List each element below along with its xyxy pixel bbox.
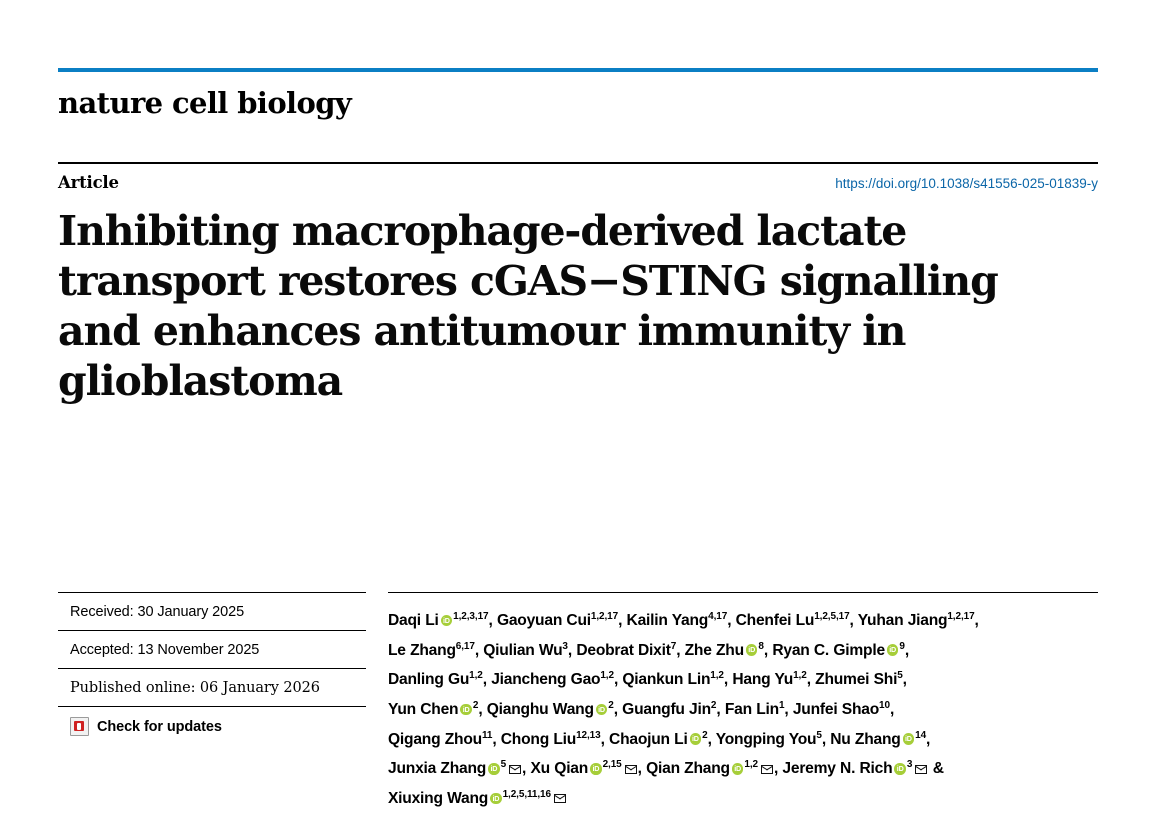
affiliation-superscript: 1,2,3,17 [453,611,489,622]
email-envelope-icon[interactable] [509,765,521,774]
affiliation-superscript: 3 [562,640,568,652]
affiliation-superscript: 1,2,5,11,16 [502,789,551,801]
author-name: Jiancheng Gao [491,671,601,689]
affiliation-superscript: 1 [778,700,785,712]
affiliation-superscript: 2 [710,700,717,712]
affiliation-superscript: 9 [899,640,905,652]
affiliation-superscript: 1,2 [710,670,724,682]
paper-first-page [0,68,1156,817]
affiliation-superscript: 1,2 [600,670,614,682]
accepted-date: Accepted: 13 November 2025 [70,642,260,658]
author-name: Qianghu Wang [486,701,594,719]
received-date: Received: 30 January 2025 [70,604,245,620]
author-name: Hang Yu [732,671,794,689]
check-for-updates-button[interactable] [58,707,366,746]
author-name: Yun Chen [388,701,459,719]
author-name: Chong Liu [500,730,577,748]
email-envelope-icon[interactable] [915,765,927,774]
affiliation-superscript: 2 [472,700,479,712]
crossmark-icon [70,717,89,736]
affiliation-superscript: 5 [500,759,507,771]
affiliation-superscript: 6,17 [455,640,475,652]
author-name: Jeremy N. Rich [782,760,893,778]
author-name: Zhe Zhu [684,641,744,659]
affiliation-superscript: 2 [608,700,614,712]
author-name: Nu Zhang [830,730,901,748]
affiliation-superscript: 1,2 [793,670,807,682]
author-name: Junfei Shao [792,701,880,719]
authors-column [388,592,1098,812]
author-name: Chaojun Li [609,730,688,748]
orcid-icon[interactable] [887,644,899,656]
orcid-icon[interactable] [460,704,472,716]
affiliation-superscript: 4,17 [708,611,728,622]
orcid-icon[interactable] [746,644,758,656]
affiliation-superscript: 2 [702,729,708,741]
author-name: Chenfei Lu [735,612,815,630]
affiliation-superscript: 7 [670,640,677,652]
author-name: Fan Lin [724,701,779,719]
header-meta-row [58,173,1098,192]
article-metadata-block [58,592,1098,812]
orcid-icon[interactable] [590,763,602,775]
affiliation-superscript: 14 [915,729,927,741]
author-name: Xiuxing Wang [388,790,489,808]
author-name: Ryan C. Gimple [772,641,885,659]
affiliation-superscript: 8 [758,640,764,652]
affiliation-superscript: 1,2,17 [590,611,619,622]
author-list: Daqi Li iD $^{1,2,3,17}$, Gaoyuan Cui$^{1,2,17}$, Kailin Yang$^{4,17}$, Chenfei Lu$^{1,2,5,17}$, Yuhan Jiang$^{1,2,17}$, Le Zhang$^{6,17}$, Qiulian Wu$^3$, Deobrat Dixit$^7$, Zhe Zhu iD $^8$, Ryan C. Gimple iD $^9$, Danling Gu$^{1,2}$, Jiancheng Gao$^{1,2}$, Qiankun Lin$^{1,2}$, Hang Yu$^{1,2}$, Zhumei Shi$^5$, Yun Chen iD $^2$, Qianghu Wang iD $^2$, Guangfu Jin$^2$, Fan Lin$^1$, Junfei Shao$^{10}$, Qigang Zhou$^{11}$, Chong Liu$^{12,13}$, Chaojun Li iD $^2$, Yongping You$^5$, Nu Zhang iD $^{14}$, Junxia Zhang iD $^5$ , Xu Qian iD $^{2,15}$ , Qian Zhang iD $^{1,2}$ , Jeremy N. Rich iD $^3$ & Xiuxing Wang iD $^{1,2,5,11,16}$ [388,604,1098,812]
header-divider [58,162,1098,164]
affiliation-superscript: 5 [816,729,822,741]
journal-accent-rule [58,68,1098,72]
author-name: Danling Gu [388,671,470,689]
orcid-icon[interactable] [903,733,915,745]
orcid-icon[interactable] [894,763,906,775]
affiliation-superscript: 5 [897,670,903,682]
author-name: Kailin Yang [626,612,709,630]
author-name: Xu Qian [530,760,589,778]
doi-link[interactable]: https://doi.org/10.1038/s41556-025-01839-y [835,176,1098,191]
affiliation-superscript: 12,13 [576,729,601,741]
page-title: Inhibiting macrophage-derived lactate transport restores cGAS−STING signalling and enhances antitumour immunity in glioblastoma [58,207,998,405]
orcid-icon[interactable] [690,733,702,745]
author-name: Deobrat Dixit [576,641,671,659]
received-row [58,592,366,630]
author-name: Zhumei Shi [815,671,898,689]
author-name: Daqi Li [388,612,439,630]
published-row [58,668,366,706]
author-name: Qiankun Lin [622,671,711,689]
email-envelope-icon[interactable] [625,765,637,774]
orcid-icon[interactable] [488,763,500,775]
affiliation-superscript: 2,15 [602,759,622,771]
orcid-icon[interactable] [596,704,608,716]
email-envelope-icon[interactable] [761,765,773,774]
dates-column [58,592,388,812]
author-name: Qiulian Wu [483,641,563,659]
author-name: Guangfu Jin [622,701,711,719]
author-name: Gaoyuan Cui [496,612,591,630]
affiliation-superscript: 3 [906,759,913,771]
author-name: Qigang Zhou [388,730,482,748]
author-name: Le Zhang [388,641,456,659]
affiliation-superscript: 10 [879,700,890,712]
journal-name: nature cell biology [58,86,352,120]
published-date: Published online: 06 January 2026 [70,680,320,696]
affiliation-superscript: 1,2 [469,670,483,682]
check-updates-row[interactable] [58,706,366,746]
email-envelope-icon[interactable] [554,794,566,803]
affiliation-superscript: 1,2,17 [947,611,975,622]
author-name: Yongping You [715,730,817,748]
author-name: Junxia Zhang [388,760,487,778]
affiliation-superscript: 1,2,5,17 [814,611,850,622]
affiliation-superscript: 1,2 [744,759,758,771]
author-name: Qian Zhang [646,760,730,778]
accepted-row [58,630,366,668]
affiliation-superscript: 11 [481,729,493,741]
check-for-updates-label: Check for updates [97,718,222,735]
orcid-icon[interactable] [490,793,502,805]
author-name: Yuhan Jiang [857,612,948,630]
orcid-icon[interactable] [441,615,453,627]
orcid-icon[interactable] [732,763,744,775]
article-type-label: Article [58,173,119,192]
